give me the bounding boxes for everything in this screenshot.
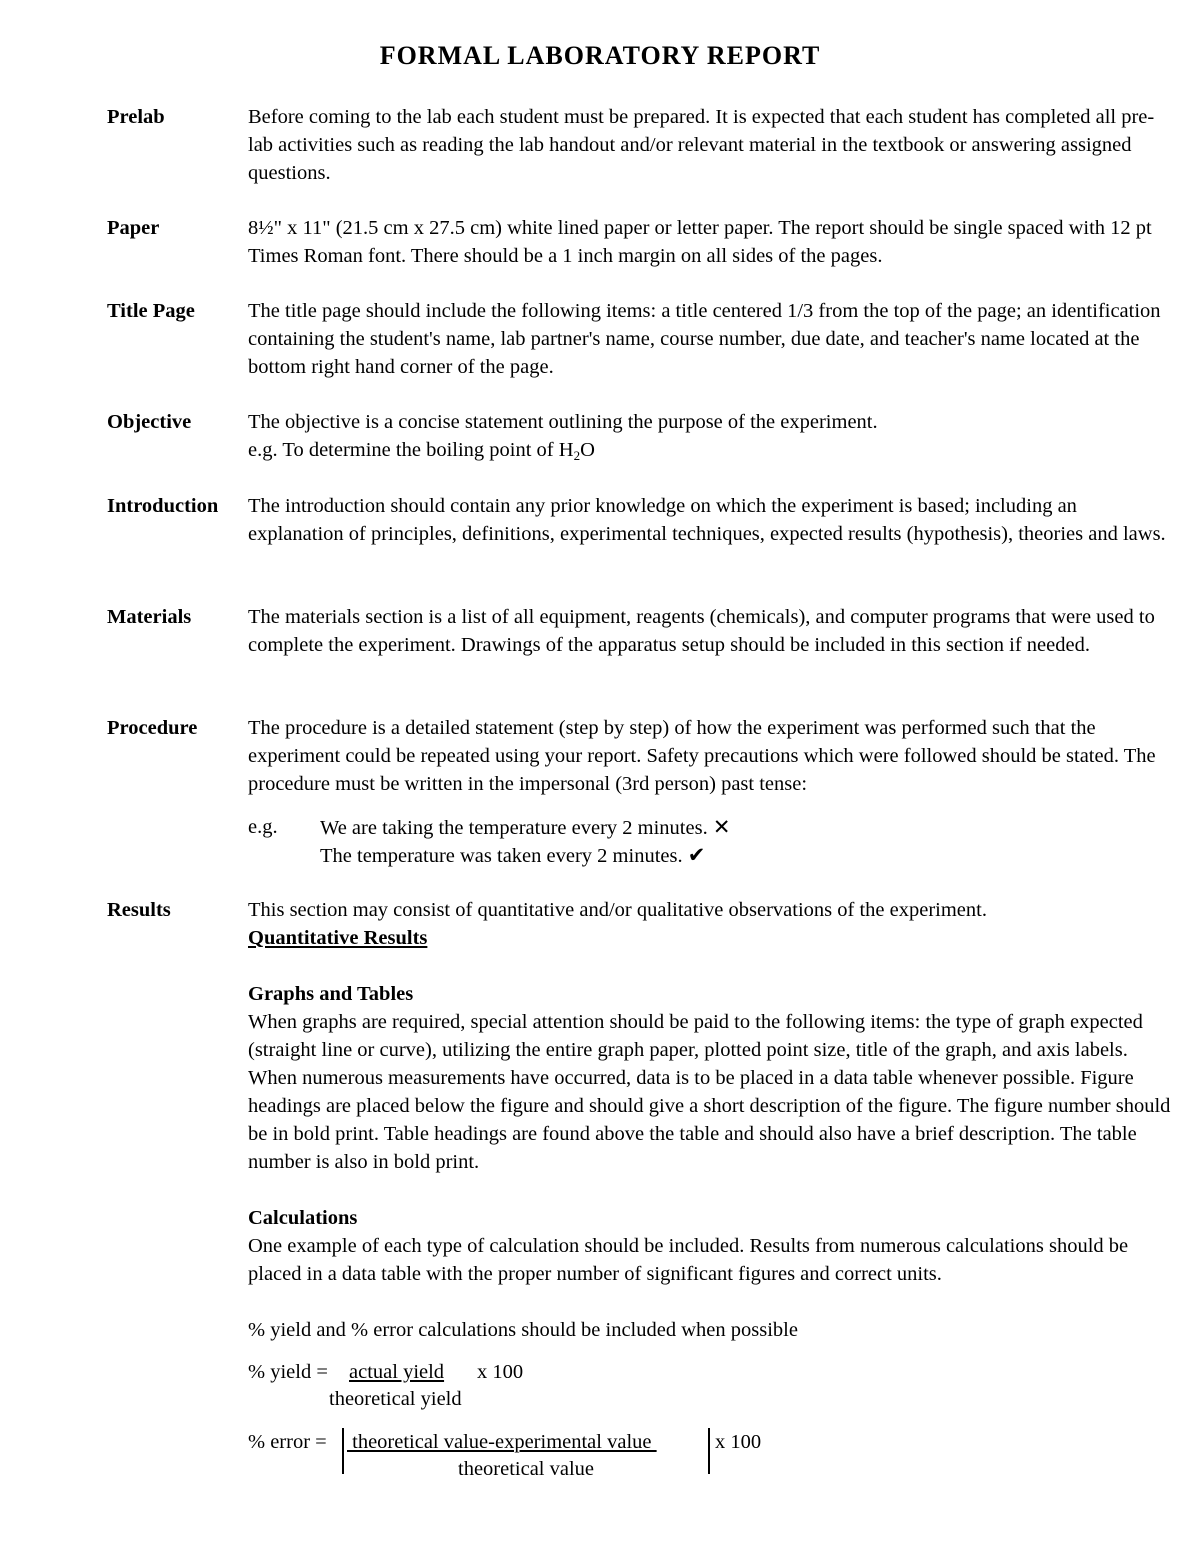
yield-numerator: actual yield bbox=[349, 1361, 445, 1383]
section-text-prelab: Before coming to the lab each student must be prepared. It is expected that each student has completed all pre-lab activities such as reading the lab handout and/or relevant material in the textbook or answering assigned questions. bbox=[248, 106, 1155, 184]
page-title: FORMAL LABORATORY REPORT bbox=[379, 41, 821, 70]
procedure-example-wrong bbox=[248, 813, 1173, 841]
calculations-text: One example of each type of calculation should be included. Results from numerous calculations should be placed in a data table with the proper number of significant figures and correct units. bbox=[248, 1235, 1129, 1285]
section-label-results: Results bbox=[107, 899, 171, 921]
section-text-introduction: The introduction should contain any prior knowledge on which the experiment is based; including an explanation of principles, definitions, experimental techniques, expected results (hypothesis), theories and laws. bbox=[248, 495, 1166, 545]
yield-formula bbox=[248, 1358, 1173, 1414]
section-label-title-page: Title Page bbox=[107, 300, 195, 322]
error-lhs: % error = bbox=[248, 1431, 327, 1453]
section-text-procedure: The procedure is a detailed statement (step by step) of how the experiment was performed such that the experiment could be repeated using your report. Safety precautions which were followed should be stated. The procedure must be written in the impersonal (3rd person) past tense: bbox=[248, 717, 1156, 795]
section-label-introduction: Introduction bbox=[107, 495, 219, 517]
quantitative-results-heading: Quantitative Results bbox=[248, 927, 428, 949]
section-label-materials: Materials bbox=[107, 606, 192, 628]
section-text-title-page: The title page should include the following items: a title centered 1/3 from the top of the page; an identification containing the student's name, lab partner's name, course number, due date, and teacher's name located at the bottom right hand corner of the page. bbox=[248, 300, 1161, 378]
section-label-objective: Objective bbox=[107, 411, 192, 433]
cross-icon: ✕ bbox=[712, 815, 731, 839]
error-numerator: theoretical value-experimental value bbox=[347, 1431, 657, 1453]
checkmark-icon: ✔ bbox=[687, 843, 706, 867]
error-multiplier: x 100 bbox=[715, 1431, 762, 1453]
example-right-text: The temperature was taken every 2 minutes. bbox=[320, 845, 683, 867]
error-denominator: theoretical value bbox=[458, 1458, 595, 1480]
section-label-paper: Paper bbox=[107, 217, 160, 239]
results-intro: This section may consist of quantitative and/or qualitative observations of the experiment. bbox=[248, 899, 987, 921]
yield-denominator: theoretical yield bbox=[329, 1388, 462, 1410]
abs-bar-right bbox=[708, 1428, 710, 1474]
eg-tag: e.g. bbox=[248, 816, 278, 838]
objective-example: e.g. To determine the boiling point of H2O bbox=[248, 439, 595, 463]
yield-lhs: % yield = bbox=[248, 1361, 328, 1383]
example-wrong-text: We are taking the temperature every 2 minutes. bbox=[320, 817, 708, 839]
section-label-procedure: Procedure bbox=[107, 717, 198, 739]
error-formula bbox=[248, 1428, 1173, 1484]
section-text-materials: The materials section is a list of all equipment, reagents (chemicals), and computer programs that were used to complete the experiment. Drawings of the apparatus setup should be included in this section if needed. bbox=[248, 606, 1155, 656]
procedure-example-right bbox=[248, 841, 1173, 869]
yield-multiplier: x 100 bbox=[477, 1361, 524, 1383]
yield-error-note: % yield and % error calculations should be included when possible bbox=[248, 1319, 798, 1341]
graphs-tables-text: When graphs are required, special attention should be paid to the following items: the type of graph expected (straight line or curve), utilizing the entire graph paper, plotted point size, title of the graph, and axis labels. When numerous measurements have occurred, data is to be placed in a data table whenever possible. Figure headings are placed below the figure and should give a short description of the figure. The figure number should be in bold print. Table headings are found above the table and should also have a brief description. The table number is also in bold print. bbox=[248, 1011, 1171, 1173]
calculations-heading: Calculations bbox=[248, 1207, 358, 1229]
section-text-objective: The objective is a concise statement outlining the purpose of the experiment. bbox=[248, 411, 878, 433]
graphs-tables-heading: Graphs and Tables bbox=[248, 983, 414, 1005]
abs-bar-left bbox=[342, 1428, 344, 1474]
section-label-prelab: Prelab bbox=[107, 106, 165, 128]
section-text-paper: 8½" x 11" (21.5 cm x 27.5 cm) white lined paper or letter paper. The report should be single spaced with 12 pt Times Roman font. There should be a 1 inch margin on all sides of the pages. bbox=[248, 217, 1152, 267]
